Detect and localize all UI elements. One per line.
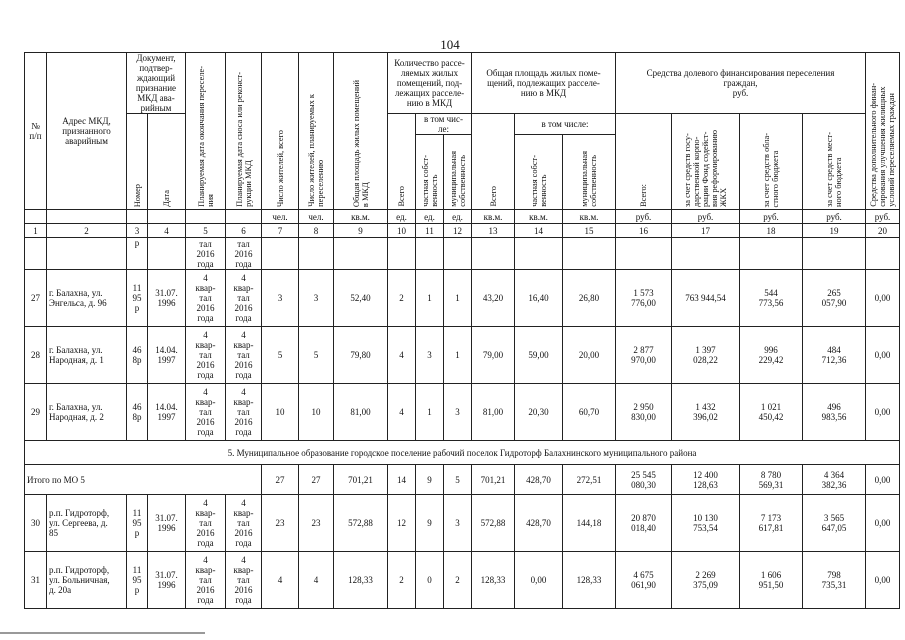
cell-count-municipal: 3: [444, 495, 472, 552]
cell-doc-date: 14.04. 1997: [148, 384, 186, 441]
header-area-in-that: в том числе:: [515, 114, 616, 135]
cell-number: 27: [25, 270, 47, 327]
cell-address: р.п. Гидроторф, ул. Сергеева, д. 85: [47, 495, 127, 552]
continuation-resettle-end: тал 2016 года: [186, 238, 226, 270]
cell-fund-total: 20 870 018,40: [616, 495, 672, 552]
total-residents-planned: 27: [299, 465, 334, 495]
cell-residents-planned: 5: [299, 327, 334, 384]
unit-cell: ед.: [416, 210, 444, 224]
cell-number: 28: [25, 327, 47, 384]
total-fund-region: 8 780 569,31: [740, 465, 803, 495]
header-count-total: Всего: [388, 114, 416, 210]
cell-count-total: 2: [388, 552, 416, 609]
cell-area: 52,40: [334, 270, 388, 327]
column-number: 7: [262, 224, 299, 238]
cell-area-municipal: 144,18: [563, 495, 616, 552]
column-number: 3: [127, 224, 148, 238]
cell-fund-total: 1 573 776,00: [616, 270, 672, 327]
unit-cell: руб.: [672, 210, 740, 224]
cell-fund-additional: 0,00: [866, 495, 900, 552]
column-number: 2: [47, 224, 127, 238]
column-number: 17: [672, 224, 740, 238]
total-row: [25, 465, 900, 495]
cell-resettle-end: 4 квар- тал 2016 года: [186, 384, 226, 441]
column-number: 5: [186, 224, 226, 238]
cell-fund-total: 2 877 970,00: [616, 327, 672, 384]
cell-count-municipal: 1: [444, 327, 472, 384]
cell-count-private: 3: [416, 327, 444, 384]
header-area-group: Общая площадь жилых поме- щений, подлежащих расселе- нию в МКД: [472, 53, 616, 114]
unit-cell: ед.: [388, 210, 416, 224]
cell-residents-total: 3: [262, 270, 299, 327]
cell-fund-total: 2 950 830,00: [616, 384, 672, 441]
cell-number: 29: [25, 384, 47, 441]
cell-count-total: 2: [388, 270, 416, 327]
cell-doc-date: 14.04. 1997: [148, 327, 186, 384]
header-fund-additional: Средства дополнительного финан- сирования улучшения жилищных условий переселяемых граждан: [866, 53, 900, 210]
cell-fund-additional: 0,00: [866, 327, 900, 384]
cell-area-total: 43,20: [472, 270, 515, 327]
table-row: [25, 552, 900, 609]
header-demolition: Планируемая дата сноса или реконст- рукции МКД: [226, 53, 262, 210]
cell-doc-number: 11 95 р: [127, 552, 148, 609]
cell-fund-region: 1 606 951,50: [740, 552, 803, 609]
cell-address: г. Балахна, ул. Народная, д. 1: [47, 327, 127, 384]
cell-doc-number: 46 8р: [127, 384, 148, 441]
header-count-municipal: муниципальная собственность: [444, 135, 472, 210]
cell-count-total: 12: [388, 495, 416, 552]
cell-demolition: 4 квар- тал 2016 года: [226, 552, 262, 609]
total-count-municipal: 5: [444, 465, 472, 495]
column-number: 10: [388, 224, 416, 238]
cell-area: 81,00: [334, 384, 388, 441]
cell-fund-total: 4 675 061,90: [616, 552, 672, 609]
table-row: [25, 327, 900, 384]
cell-fund-region: 996 229,42: [740, 327, 803, 384]
unit-cell: руб.: [616, 210, 672, 224]
header-count-in-that: в том чис- ле:: [416, 114, 472, 135]
header-doc-number: Номер: [127, 114, 148, 210]
cell-fund-additional: 0,00: [866, 384, 900, 441]
header-total-area: Общая площадь жилых помещений в МКД: [334, 53, 388, 210]
cell-area: 128,33: [334, 552, 388, 609]
cell-count-private: 0: [416, 552, 444, 609]
cell-residents-planned: 23: [299, 495, 334, 552]
header-count-group: Количество рассе- ляемых жилых помещений, под- лежащих расселе- нию в МКД: [388, 53, 472, 114]
cell-address: р.п. Гидроторф, ул. Больничная, д. 20а: [47, 552, 127, 609]
cell-fund-fund: 763 944,54: [672, 270, 740, 327]
cell-count-total: 4: [388, 384, 416, 441]
total-fund-local: 4 364 382,36: [803, 465, 866, 495]
column-number: 8: [299, 224, 334, 238]
cell-residents-total: 23: [262, 495, 299, 552]
section-title: 5. Муниципальное образование городское поселение рабочий поселок Гидроторф Балахнинского муниципального района: [25, 441, 900, 465]
cell-residents-total: 5: [262, 327, 299, 384]
cell-residents-planned: 10: [299, 384, 334, 441]
column-number: 6: [226, 224, 262, 238]
table-row: [25, 270, 900, 327]
total-area-municipal: 272,51: [563, 465, 616, 495]
continuation-number-tail: р: [127, 238, 148, 270]
cell-count-private: 1: [416, 384, 444, 441]
header-count-private: частная собст- венность: [416, 135, 444, 210]
cell-resettle-end: 4 квар- тал 2016 года: [186, 270, 226, 327]
header-area-municipal: муниципальная собственность: [563, 135, 616, 210]
unit-cell: кв.м.: [563, 210, 616, 224]
cell-fund-local: 3 565 647,05: [803, 495, 866, 552]
cell-fund-local: 265 057,90: [803, 270, 866, 327]
header-doc-date: Дата: [148, 114, 186, 210]
total-area: 701,21: [334, 465, 388, 495]
cell-residents-total: 10: [262, 384, 299, 441]
cell-fund-region: 7 173 617,81: [740, 495, 803, 552]
cell-doc-number: 46 8р: [127, 327, 148, 384]
cell-address: г. Балахна, ул. Энгельса, д. 96: [47, 270, 127, 327]
unit-cell: кв.м.: [334, 210, 388, 224]
cell-residents-total: 4: [262, 552, 299, 609]
header-residents-total: Число жителей, всего: [262, 53, 299, 210]
cell-area-private: 0,00: [515, 552, 563, 609]
column-number: 9: [334, 224, 388, 238]
column-numbers-row: [25, 224, 900, 238]
unit-cell: руб.: [866, 210, 900, 224]
cell-demolition: 4 квар- тал 2016 года: [226, 384, 262, 441]
cell-residents-planned: 4: [299, 552, 334, 609]
header-area-private: частная собст- венность: [515, 135, 563, 210]
cell-count-private: 9: [416, 495, 444, 552]
header-address: Адрес МКД, признанного аварийным: [47, 53, 127, 210]
cell-doc-date: 31.07. 1996: [148, 270, 186, 327]
cell-fund-local: 484 712,36: [803, 327, 866, 384]
cell-area: 79,80: [334, 327, 388, 384]
header-funding-group: Средства долевого финансирования переселения граждан, руб.: [616, 53, 866, 114]
total-area-total: 701,21: [472, 465, 515, 495]
column-number: 11: [416, 224, 444, 238]
cell-number: 30: [25, 495, 47, 552]
cell-resettle-end: 4 квар- тал 2016 года: [186, 327, 226, 384]
cell-area-total: 128,33: [472, 552, 515, 609]
cell-fund-region: 1 021 450,42: [740, 384, 803, 441]
unit-cell: руб.: [803, 210, 866, 224]
column-number: 18: [740, 224, 803, 238]
cell-area: 572,88: [334, 495, 388, 552]
unit-cell: ед.: [444, 210, 472, 224]
cell-count-municipal: 2: [444, 552, 472, 609]
cell-fund-fund: 1 432 396,02: [672, 384, 740, 441]
resettlement-table: [24, 52, 900, 609]
cell-doc-date: 31.07. 1996: [148, 552, 186, 609]
cell-count-municipal: 3: [444, 384, 472, 441]
column-number: 12: [444, 224, 472, 238]
total-count-private: 9: [416, 465, 444, 495]
units-row: [25, 210, 900, 224]
unit-cell: руб.: [740, 210, 803, 224]
cell-doc-number: 11 95 р: [127, 270, 148, 327]
column-number: 1: [25, 224, 47, 238]
cell-residents-planned: 3: [299, 270, 334, 327]
cell-count-private: 1: [416, 270, 444, 327]
cell-area-total: 572,88: [472, 495, 515, 552]
total-fund-fund: 12 400 128,63: [672, 465, 740, 495]
column-number: 14: [515, 224, 563, 238]
cell-fund-fund: 2 269 375,09: [672, 552, 740, 609]
cell-area-private: 428,70: [515, 495, 563, 552]
cell-count-municipal: 1: [444, 270, 472, 327]
cell-fund-additional: 0,00: [866, 270, 900, 327]
cell-address: г. Балахна, ул. Народная, д. 2: [47, 384, 127, 441]
unit-cell: чел.: [262, 210, 299, 224]
header-residents-planned: Число жителей, планируемых к переселению: [299, 53, 334, 210]
column-number: 19: [803, 224, 866, 238]
cell-fund-region: 544 773,56: [740, 270, 803, 327]
column-number: 4: [148, 224, 186, 238]
cell-demolition: 4 квар- тал 2016 года: [226, 495, 262, 552]
column-number: 20: [866, 224, 900, 238]
cell-demolition: 4 квар- тал 2016 года: [226, 327, 262, 384]
table-row: [25, 495, 900, 552]
cell-area-municipal: 60,70: [563, 384, 616, 441]
column-number: 15: [563, 224, 616, 238]
total-residents-total: 27: [262, 465, 299, 495]
cell-area-total: 81,00: [472, 384, 515, 441]
table-row: [25, 384, 900, 441]
cell-count-total: 4: [388, 327, 416, 384]
cell-fund-additional: 0,00: [866, 552, 900, 609]
cell-area-private: 16,40: [515, 270, 563, 327]
cell-resettle-end: 4 квар- тал 2016 года: [186, 495, 226, 552]
cell-area-municipal: 26,80: [563, 270, 616, 327]
cell-doc-number: 11 95 р: [127, 495, 148, 552]
header-resettle-end: Планируемая дата окончания переселе- ния: [186, 53, 226, 210]
section-row: [25, 441, 900, 465]
cell-area-municipal: 20,00: [563, 327, 616, 384]
unit-cell: чел.: [299, 210, 334, 224]
unit-cell: кв.м.: [472, 210, 515, 224]
header-num: № п/п: [25, 53, 47, 210]
cell-number: 31: [25, 552, 47, 609]
continuation-demolition: тал 2016 года: [226, 238, 262, 270]
header-area-total: Всего: [472, 114, 515, 210]
column-number: 13: [472, 224, 515, 238]
header-fund-local: за счет средств мест- ного бюджета: [803, 114, 866, 210]
header-fund-fund: за счет средств госу- дарственной корпо- рации Фонд содейст- вия реформированию ЖКХ: [672, 114, 740, 210]
header-fund-total: Всего:: [616, 114, 672, 210]
cell-fund-local: 798 735,31: [803, 552, 866, 609]
column-number: 16: [616, 224, 672, 238]
cell-area-total: 79,00: [472, 327, 515, 384]
cell-area-private: 59,00: [515, 327, 563, 384]
cell-resettle-end: 4 квар- тал 2016 года: [186, 552, 226, 609]
cell-fund-local: 496 983,56: [803, 384, 866, 441]
continuation-row: [25, 238, 900, 270]
total-count-total: 14: [388, 465, 416, 495]
cell-demolition: 4 квар- тал 2016 года: [226, 270, 262, 327]
header-doc-group: Документ, подтвер- ждающий признание МКД ава- рийным: [127, 53, 186, 114]
total-area-private: 428,70: [515, 465, 563, 495]
header-fund-region: за счет средств обла- стного бюджета: [740, 114, 803, 210]
cell-fund-fund: 10 130 753,54: [672, 495, 740, 552]
cell-area-private: 20,30: [515, 384, 563, 441]
total-label: Итого по МО 5: [25, 465, 262, 495]
page-number: 104: [440, 37, 460, 52]
cell-fund-fund: 1 397 028,22: [672, 327, 740, 384]
page-edge-divider: [0, 632, 905, 640]
total-fund-total: 25 545 080,30: [616, 465, 672, 495]
cell-area-municipal: 128,33: [563, 552, 616, 609]
total-fund-additional: 0,00: [866, 465, 900, 495]
cell-doc-date: 31.07. 1996: [148, 495, 186, 552]
unit-cell: кв.м.: [515, 210, 563, 224]
